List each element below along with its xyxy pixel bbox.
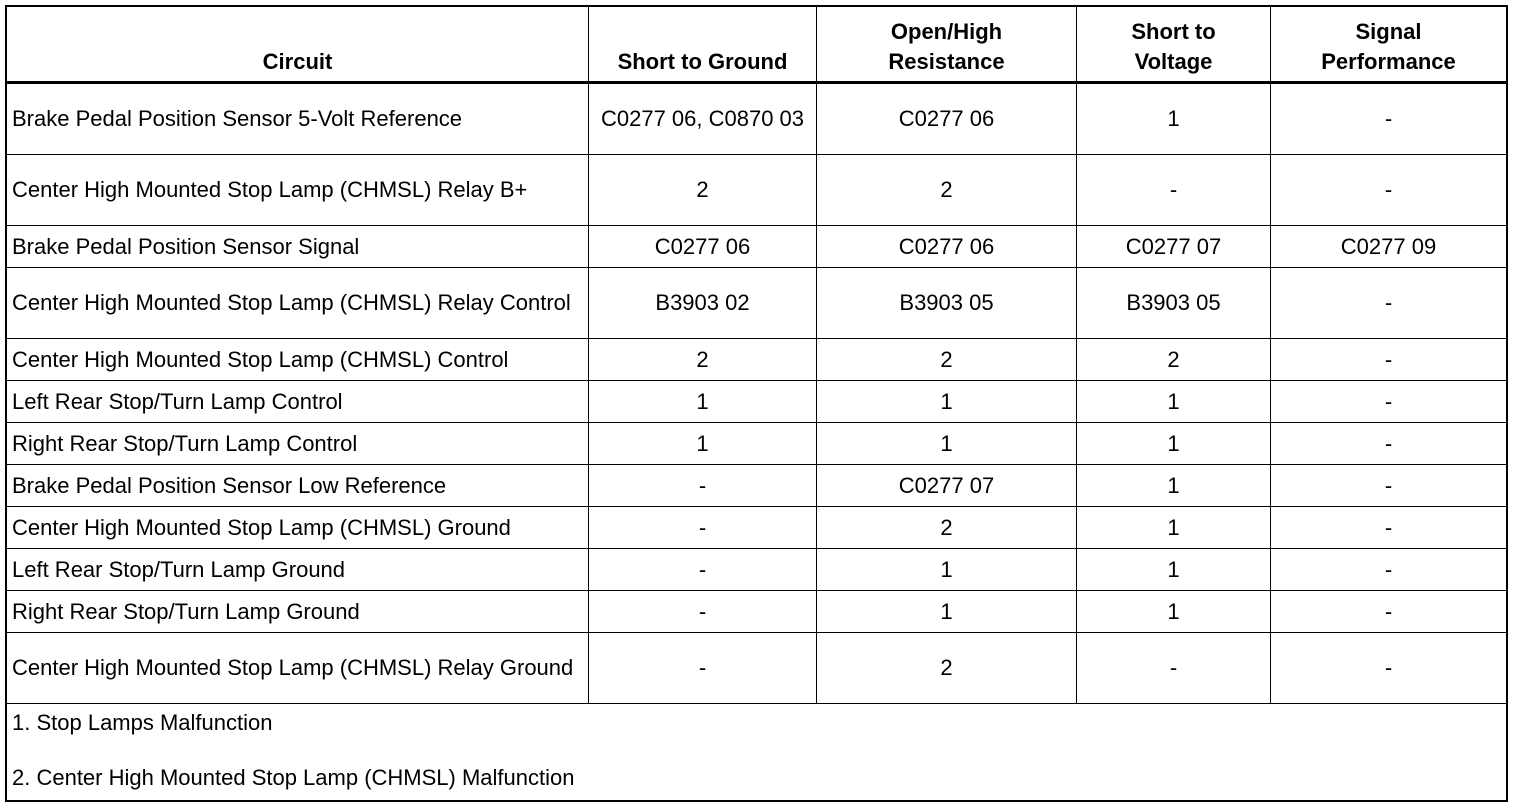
signal-performance-cell: - <box>1271 633 1507 704</box>
short-to-voltage-cell: 1 <box>1077 381 1271 423</box>
circuit-cell: Center High Mounted Stop Lamp (CHMSL) Control <box>7 339 589 381</box>
circuit-cell: Right Rear Stop/Turn Lamp Control <box>7 423 589 465</box>
open-high-resistance-cell: 2 <box>817 339 1077 381</box>
open-high-resistance-cell: 2 <box>817 633 1077 704</box>
circuit-cell: Brake Pedal Position Sensor Signal <box>7 226 589 268</box>
short-to-ground-cell: 1 <box>589 381 817 423</box>
short-to-ground-cell: 2 <box>589 155 817 226</box>
short-to-ground-cell: - <box>589 549 817 591</box>
header-short-to-ground: Short to Ground <box>589 7 817 83</box>
note-2: 2. Center High Mounted Stop Lamp (CHMSL) Malfunction <box>12 765 575 790</box>
table-header <box>7 7 1507 83</box>
header-circuit: Circuit <box>7 7 589 83</box>
short-to-voltage-cell: 2 <box>1077 339 1271 381</box>
short-to-voltage-cell: 1 <box>1077 591 1271 633</box>
circuit-cell: Left Rear Stop/Turn Lamp Ground <box>7 549 589 591</box>
circuit-cell: Center High Mounted Stop Lamp (CHMSL) Ground <box>7 507 589 549</box>
table-row <box>7 591 1507 633</box>
circuit-cell: Brake Pedal Position Sensor Low Reference <box>7 465 589 507</box>
header-short-to-voltage: Short to Voltage <box>1077 7 1271 83</box>
short-to-voltage-cell: B3903 05 <box>1077 268 1271 339</box>
signal-performance-cell: - <box>1271 339 1507 381</box>
note-1: 1. Stop Lamps Malfunction <box>12 710 273 735</box>
circuit-cell: Brake Pedal Position Sensor 5-Volt Reference <box>7 83 589 155</box>
short-to-voltage-cell: 1 <box>1077 507 1271 549</box>
short-to-voltage-cell: - <box>1077 155 1271 226</box>
short-to-voltage-cell: - <box>1077 633 1271 704</box>
short-to-ground-cell: 1 <box>589 423 817 465</box>
signal-performance-cell: - <box>1271 381 1507 423</box>
table-row <box>7 633 1507 704</box>
table-row <box>7 83 1507 155</box>
signal-performance-cell: - <box>1271 549 1507 591</box>
short-to-ground-cell: B3903 02 <box>589 268 817 339</box>
table-row <box>7 155 1507 226</box>
short-to-voltage-cell: 1 <box>1077 465 1271 507</box>
short-to-voltage-cell: C0277 07 <box>1077 226 1271 268</box>
table-row <box>7 381 1507 423</box>
table-row <box>7 268 1507 339</box>
short-to-ground-cell: - <box>589 507 817 549</box>
short-to-ground-cell: - <box>589 465 817 507</box>
open-high-resistance-cell: 2 <box>817 155 1077 226</box>
notes-row <box>7 704 1507 801</box>
circuit-cell: Center High Mounted Stop Lamp (CHMSL) Relay Control <box>7 268 589 339</box>
signal-performance-cell: - <box>1271 591 1507 633</box>
circuit-cell: Left Rear Stop/Turn Lamp Control <box>7 381 589 423</box>
circuit-diagnostic-table <box>6 6 1507 801</box>
open-high-resistance-cell: C0277 06 <box>817 83 1077 155</box>
short-to-ground-cell: 2 <box>589 339 817 381</box>
short-to-voltage-cell: 1 <box>1077 549 1271 591</box>
header-signal-performance: Signal Performance <box>1271 7 1507 83</box>
open-high-resistance-cell: B3903 05 <box>817 268 1077 339</box>
header-row <box>7 7 1507 83</box>
open-high-resistance-cell: 2 <box>817 507 1077 549</box>
notes-cell <box>7 704 1507 801</box>
open-high-resistance-cell: C0277 06 <box>817 226 1077 268</box>
signal-performance-cell: - <box>1271 155 1507 226</box>
signal-performance-cell: C0277 09 <box>1271 226 1507 268</box>
short-to-ground-cell: C0277 06 <box>589 226 817 268</box>
signal-performance-cell: - <box>1271 423 1507 465</box>
signal-performance-cell: - <box>1271 507 1507 549</box>
circuit-cell: Center High Mounted Stop Lamp (CHMSL) Relay Ground <box>7 633 589 704</box>
table-body <box>7 83 1507 801</box>
short-to-voltage-cell: 1 <box>1077 423 1271 465</box>
short-to-ground-cell: C0277 06, C0870 03 <box>589 83 817 155</box>
signal-performance-cell: - <box>1271 268 1507 339</box>
open-high-resistance-cell: 1 <box>817 423 1077 465</box>
header-open-high-resistance: Open/High Resistance <box>817 7 1077 83</box>
table-row <box>7 507 1507 549</box>
short-to-ground-cell: - <box>589 633 817 704</box>
table-row <box>7 465 1507 507</box>
signal-performance-cell: - <box>1271 83 1507 155</box>
open-high-resistance-cell: 1 <box>817 381 1077 423</box>
short-to-voltage-cell: 1 <box>1077 83 1271 155</box>
table-row <box>7 339 1507 381</box>
circuit-cell: Right Rear Stop/Turn Lamp Ground <box>7 591 589 633</box>
circuit-cell: Center High Mounted Stop Lamp (CHMSL) Relay B+ <box>7 155 589 226</box>
short-to-ground-cell: - <box>589 591 817 633</box>
open-high-resistance-cell: C0277 07 <box>817 465 1077 507</box>
signal-performance-cell: - <box>1271 465 1507 507</box>
open-high-resistance-cell: 1 <box>817 549 1077 591</box>
table-row <box>7 226 1507 268</box>
table-row <box>7 549 1507 591</box>
open-high-resistance-cell: 1 <box>817 591 1077 633</box>
table-row <box>7 423 1507 465</box>
